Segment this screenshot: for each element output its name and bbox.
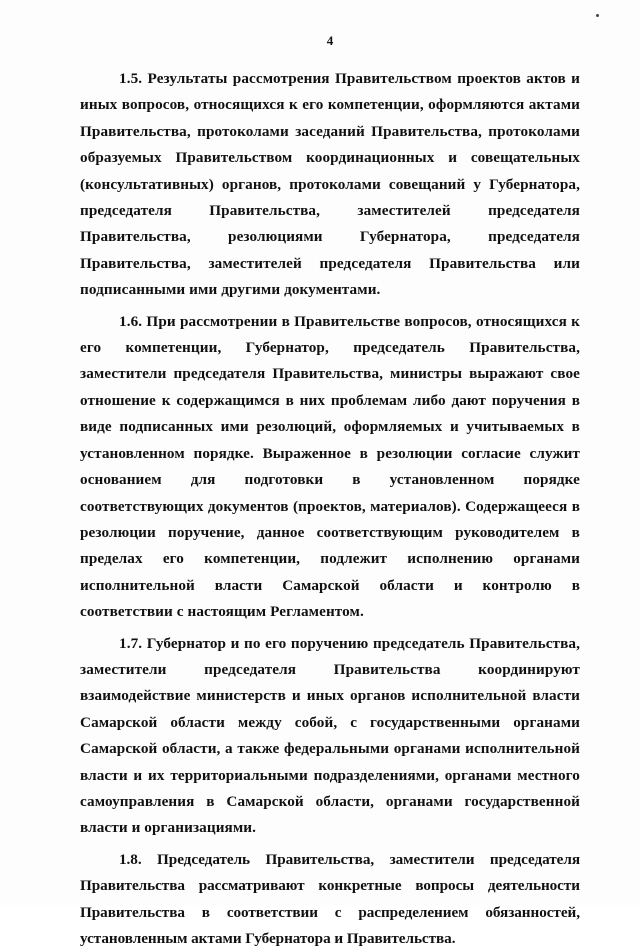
document-body [80,66,580,952]
paragraph-1-6: 1.6. При рассмотрении в Правительстве вопросов, относящихся к его компетенции, Губернатор, председатель Правительства, заместители председателя Правительства, министры выражают свое отношение к содержащимся в них проблемам либо дают поручения в виде подписанных ими резолюций, оформляемых и учитываемых в установленном порядке. Выраженное в резолюции согласие служит основанием для подготовки в установленном порядке соответствующих документов (проектов, материалов). Содержащееся в резолюции поручение, данное соответствующим руководителем в пределах его компетенции, подлежит исполнению органами исполнительной власти Самарской области и контролю в соответствии с настоящим Регламентом. [80,312,580,621]
scan-dot-mark [596,14,599,17]
page-number: 4 [326,33,334,48]
paragraph-1-5: 1.5. Результаты рассмотрения Правительством проектов актов и иных вопросов, относящихся к его компетенции, оформляются актами Правительства, протоколами заседаний Правительства, протоколами образуемых Правительством координационных и совещательных (консультативных) органов, протоколами совещаний у Губернатора, председателя Правительства, заместителей председателя Правительства, резолюциями Губернатора, председателя Правительства, заместителей председателя Правительства или подписанными ими другими документами. [80,70,580,299]
paragraph-1-7: 1.7. Губернатор и по его поручению председатель Правительства, заместители председателя Правительства координируют взаимодействие министерств и иных органов исполнительной власти Самарской области между собой, с государственными органами Самарской области, а также федеральными органами исполнительной власти и их территориальными подразделениями, органами местного самоуправления в Самарской области, органами государственной власти и организациями. [80,634,580,837]
paragraph-1-8: 1.8. Председатель Правительства, заместители председателя Правительства рассматривают конкретные вопросы деятельности Правительства в соответствии с распределением обязанностей, установленным актами Губернатора и Правительства. [80,850,580,947]
